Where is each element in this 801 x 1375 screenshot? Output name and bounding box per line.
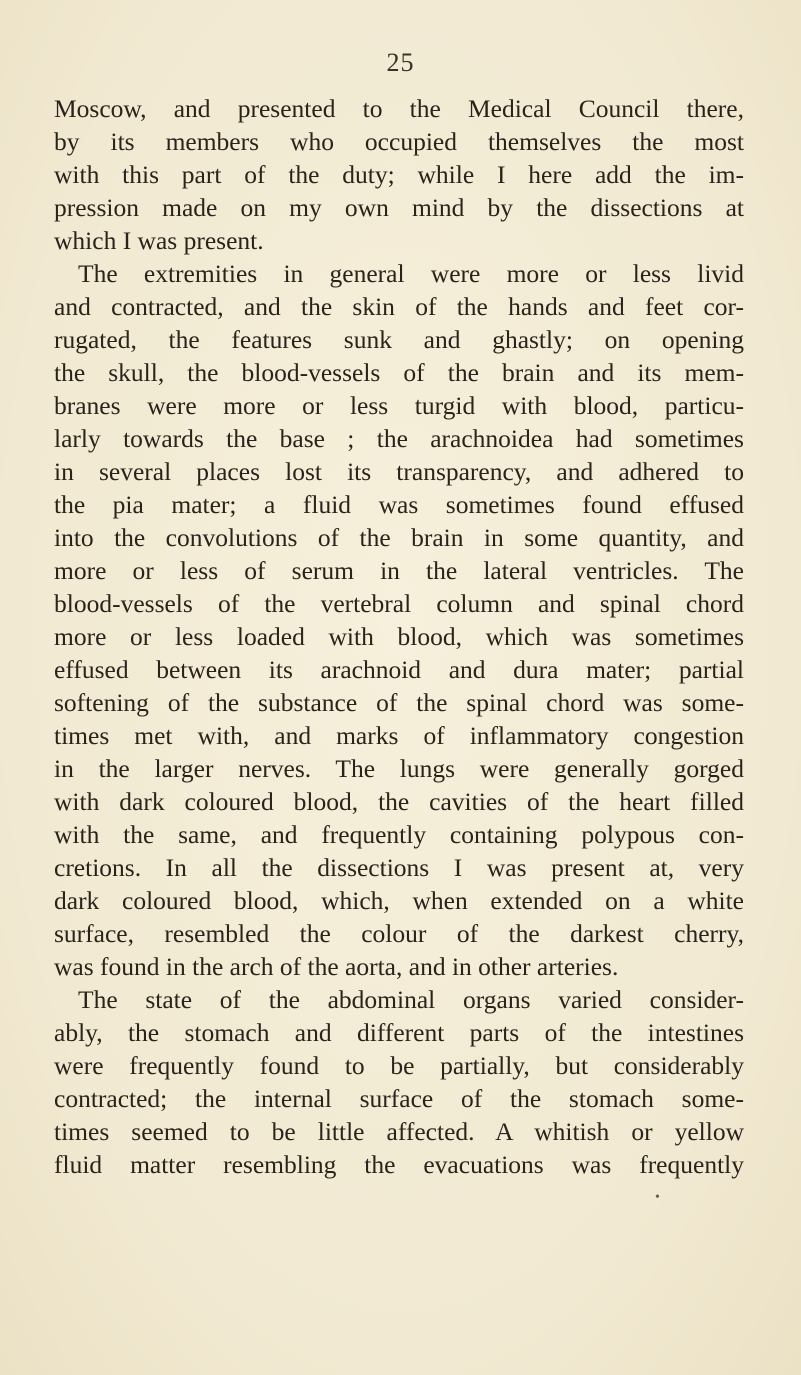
text-line: were frequently found to be partially, but considerably [54,1051,744,1080]
text-line: the pia mater; a fluid was sometimes found effused [54,490,744,519]
text-line: cretions. In all the dissections I was present at, very [54,853,744,882]
text-line: fluid matter resembling the evacuations was frequently [54,1150,744,1179]
ink-mark: • [655,1190,660,1205]
text-line: contracted; the internal surface of the stomach some- [54,1084,744,1113]
text-line: effused between its arachnoid and dura mater; partial [54,655,744,684]
text-line: more or less of serum in the lateral ventricles. The [54,556,744,585]
text-line: branes were more or less turgid with blood, particu- [54,391,744,420]
text-line: dark coloured blood, which, when extended on a white [54,886,744,915]
body-text [54,92,744,1181]
text-line: more or less loaded with blood, which was sometimes [54,622,744,651]
text-line: rugated, the features sunk and ghastly; on opening [54,325,744,354]
text-line: larly towards the base ; the arachnoidea had sometimes [54,424,744,453]
text-line: was found in the arch of the aorta, and in other arteries. [54,952,619,981]
text-line: Moscow, and presented to the Medical Council there, [54,94,744,123]
text-line: in several places lost its transparency, and adhered to [54,457,744,486]
text-line: pression made on my own mind by the dissections at [54,193,744,222]
text-line: times met with, and marks of inflammatory congestion [54,721,744,750]
text-line: into the convolutions of the brain in some quantity, and [54,523,744,552]
text-line: the skull, the blood-vessels of the brain and its mem- [54,358,744,387]
text-line: times seemed to be little affected. A whitish or yellow [54,1117,744,1146]
text-line: with dark coloured blood, the cavities of the heart filled [54,787,744,816]
page-number: 25 [386,48,415,77]
text-line: softening of the substance of the spinal chord was some- [54,688,744,717]
text-line: with this part of the duty; while I here add the im- [54,160,744,189]
text-line: in the larger nerves. The lungs were generally gorged [54,754,744,783]
text-line: The extremities in general were more or less livid [78,259,744,288]
text-line: blood-vessels of the vertebral column and spinal chord [54,589,744,618]
text-line: The state of the abdominal organs varied consider- [78,985,744,1014]
text-line: with the same, and frequently containing polypous con- [54,820,744,849]
text-line: ably, the stomach and different parts of the intestines [54,1018,744,1047]
text-line: by its members who occupied themselves the most [54,127,744,156]
text-line: and contracted, and the skin of the hands and feet cor- [54,292,744,321]
text-line: surface, resembled the colour of the darkest cherry, [54,919,744,948]
text-line: which I was present. [54,226,264,255]
